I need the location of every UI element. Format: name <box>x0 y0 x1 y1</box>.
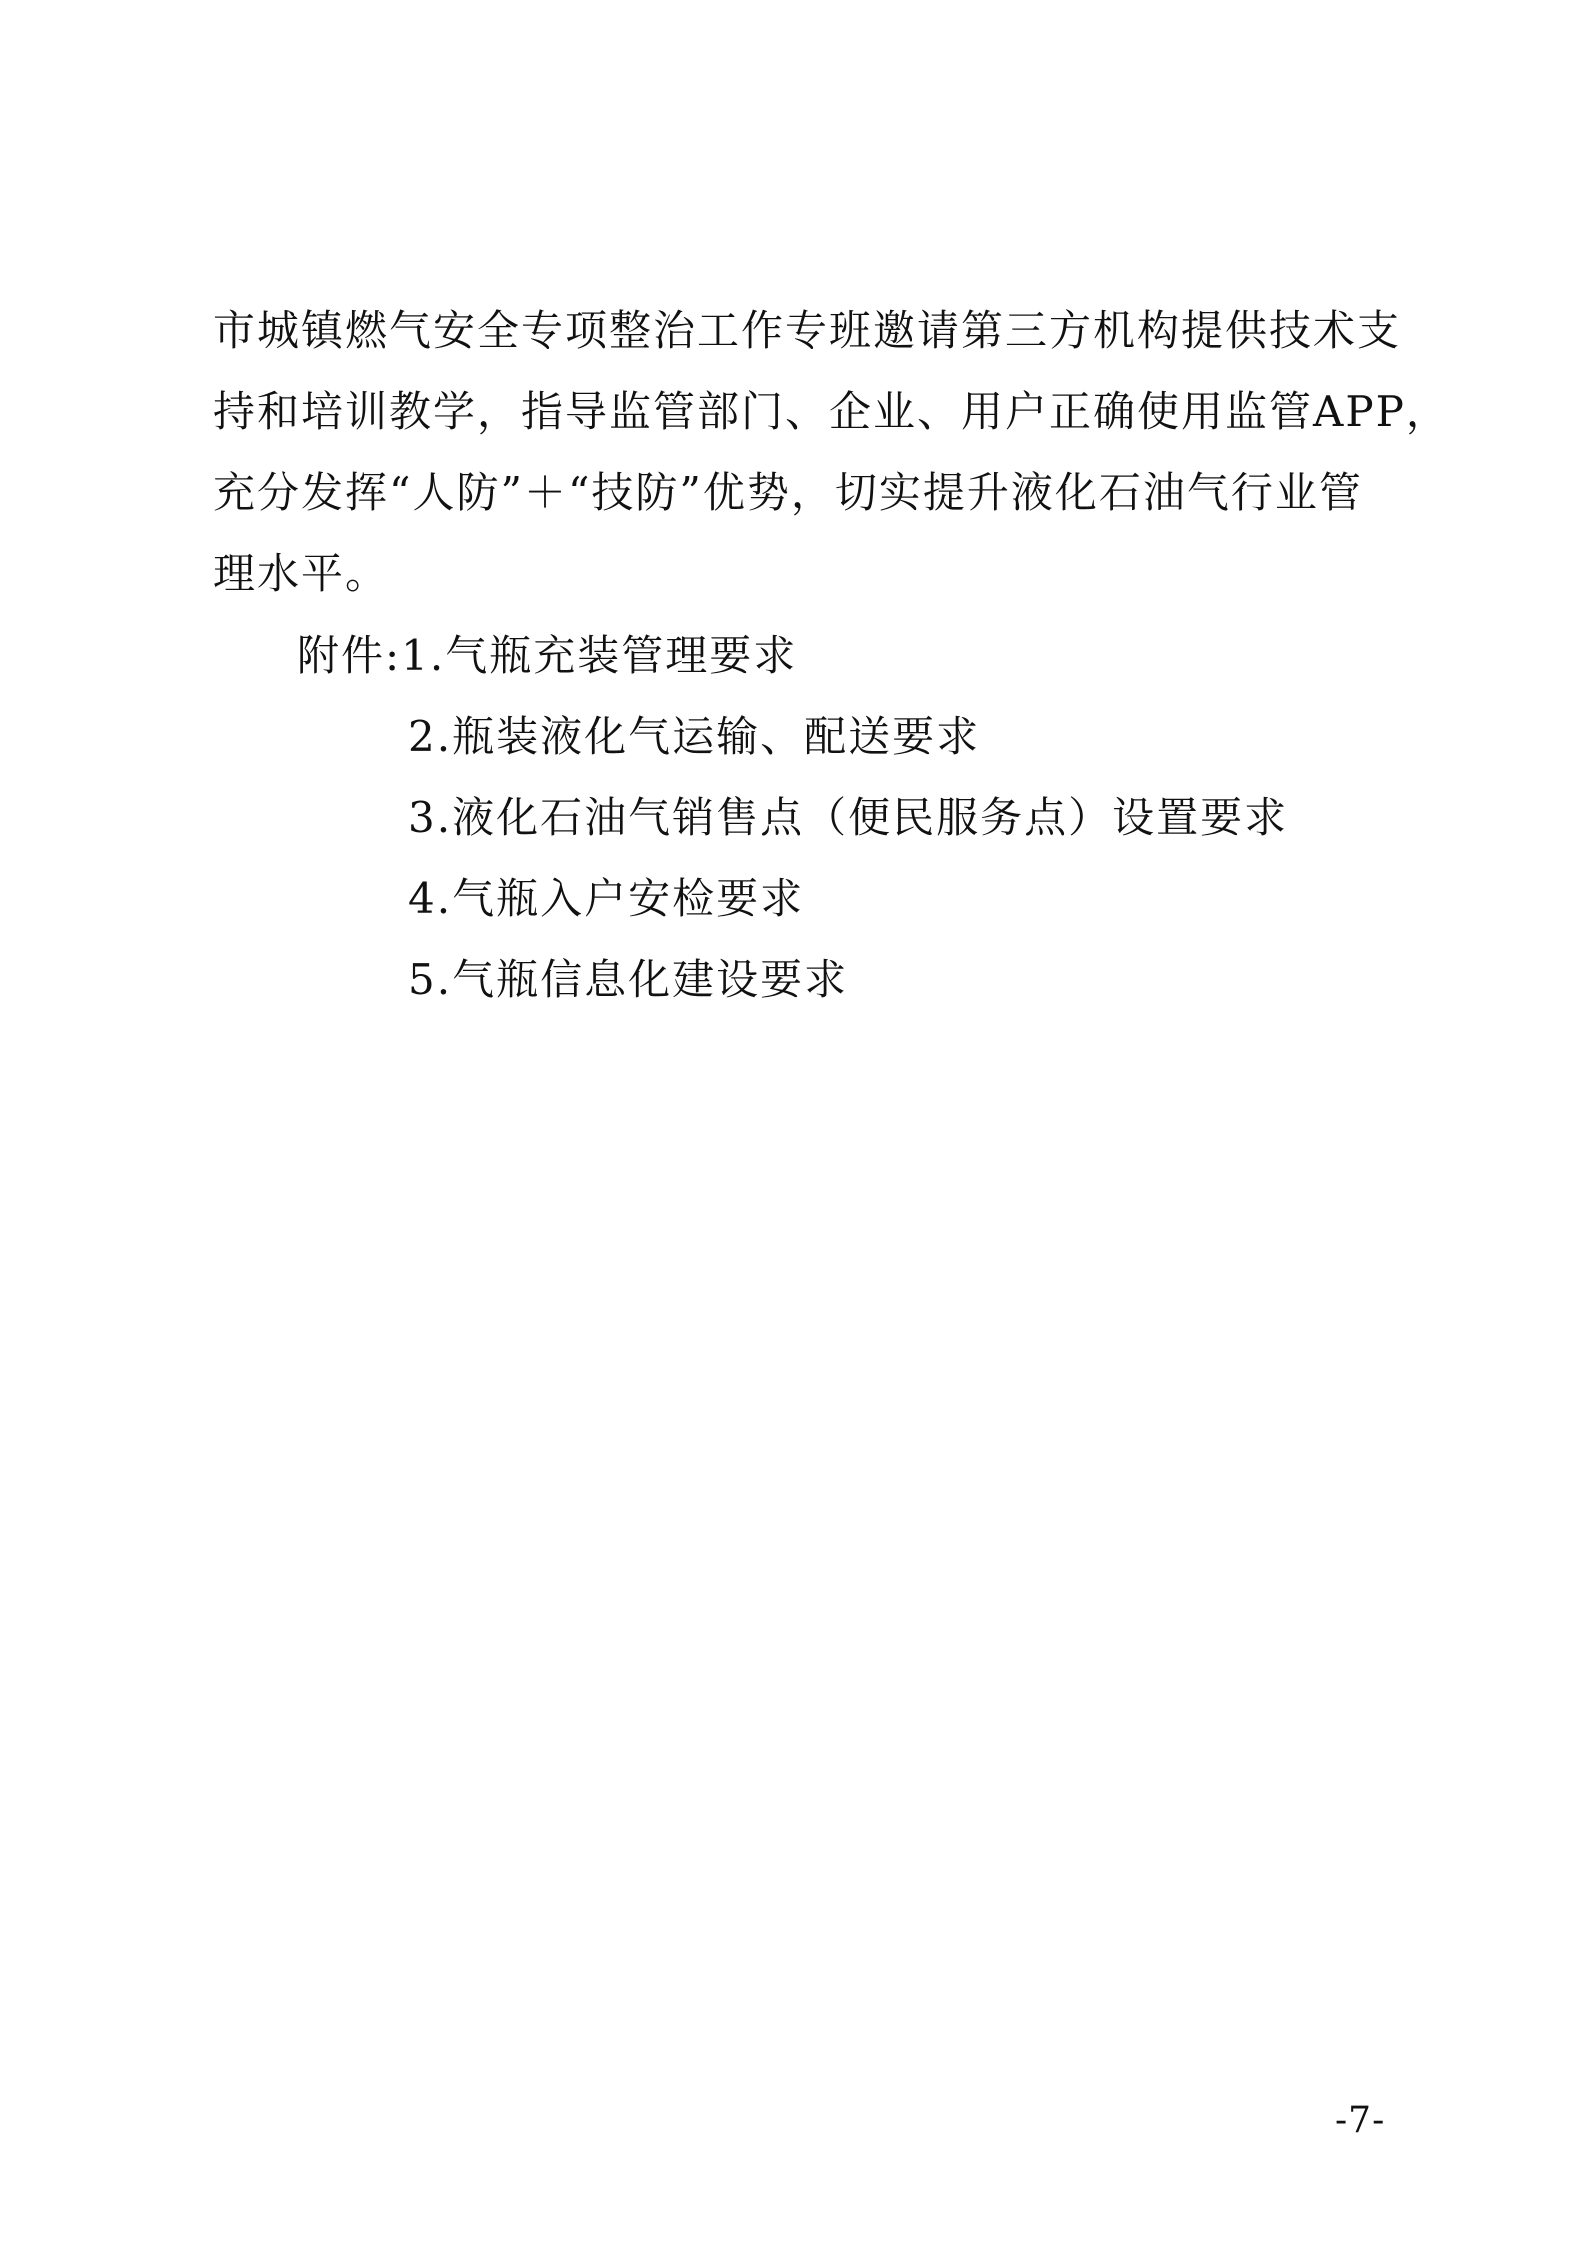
attachment-item-4 <box>297 858 1288 939</box>
paragraph-line: 持和培训教学，指导监管部门、企业、用户正确使用监管APP， <box>213 387 1450 436</box>
attachment-item-text: 3.液化石油气销售点（便民服务点）设置要求 <box>408 793 1289 842</box>
attachment-item-2 <box>297 696 1288 777</box>
attachment-item-text: 2.瓶装液化气运输、配送要求 <box>408 712 981 761</box>
attachment-list <box>297 615 1288 1020</box>
attachment-item-3 <box>297 777 1288 858</box>
attachment-label: 附件: <box>297 631 402 680</box>
paragraph-line: 市城镇燃气安全专项整治工作专班邀请第三方机构提供技术支 <box>213 306 1402 355</box>
attachment-item-1 <box>297 615 1288 696</box>
page-number: -7- <box>1335 2100 1386 2141</box>
body-paragraph <box>213 290 1450 614</box>
attachment-item-text: 4.气瓶入户安检要求 <box>408 874 805 923</box>
paragraph-line: 理水平。 <box>213 549 390 598</box>
paragraph-line: 充分发挥“人防”＋“技防”优势，切实提升液化石油气行业管 <box>213 468 1363 517</box>
attachment-item-text: 1.气瓶充装管理要求 <box>401 631 798 680</box>
attachment-item-text: 5.气瓶信息化建设要求 <box>408 955 849 1004</box>
attachment-item-5 <box>297 939 1288 1020</box>
